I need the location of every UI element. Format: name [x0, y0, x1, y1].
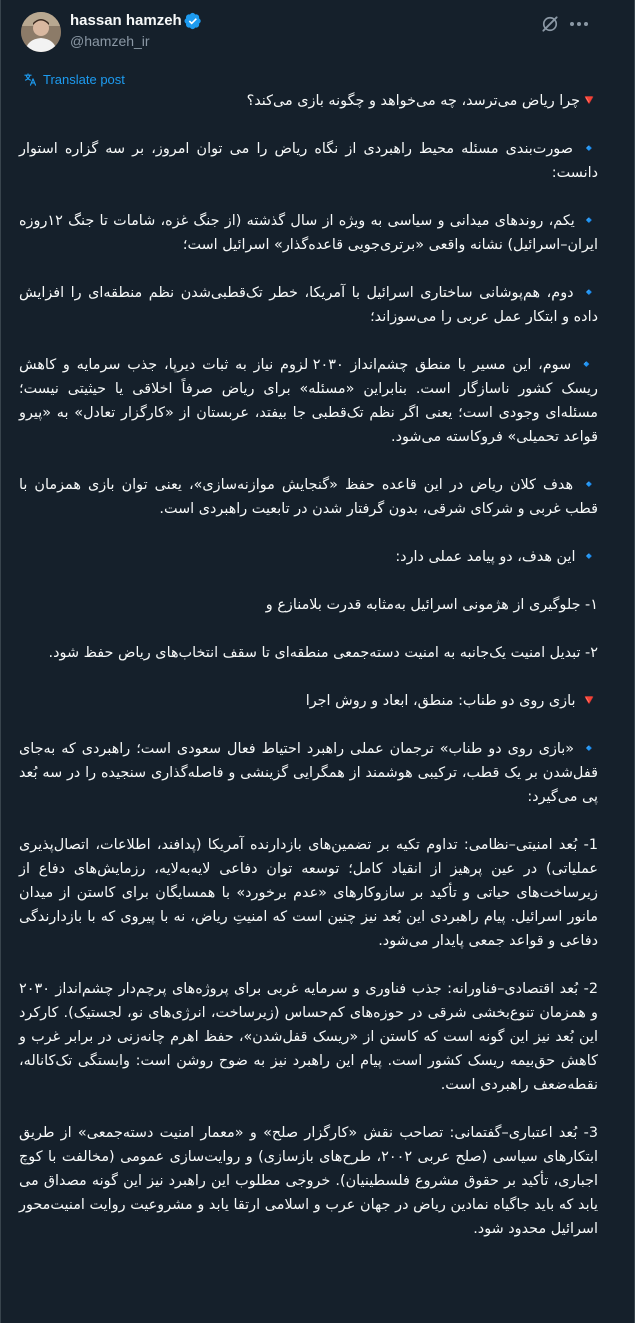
translate-post-label: Translate post	[43, 71, 125, 87]
post-header	[1, 0, 634, 60]
post-paragraph: 🔹 دوم، هم‌پوشانی ساختاری اسرائیل با آمریکا، خطر تک‌قطبی‌شدن نظم منطقه‌ای را افزایش داده و ابتکار عمل عربی را می‌سوزاند؛	[19, 285, 598, 325]
author-display-name[interactable]: hassan hamzeh	[70, 12, 182, 29]
grok-icon[interactable]	[540, 14, 560, 34]
verified-badge-icon	[184, 12, 202, 30]
post-body	[19, 89, 598, 1241]
post-paragraph: 2- بُعد اقتصادی–فناورانه: جذب فناوری و سرمایه غربی برای پروژه‌های پرچم‌دار چشم‌انداز ۲۰۳۰ و همزمان تنوع‌بخشی شرقی در حوزه‌های کم‌حساس (زیرساخت، انرژی‌های نو، لجستیک). کارکرد این بُعد نیز این گونه است که کاستن از «ریسک قفل‌شدن»، حفظ اهرم چانه‌زنی در برابر غرب و کاهش حق‌بیمه ریسک کشور است. پیام این راهبرد نیز به ضوح روشن است: وابستگی تک‌کاناله، نقطه‌ضعف راهبردی است.	[19, 981, 598, 1093]
post-paragraph: 🔻چرا ریاض می‌ترسد، چه می‌خواهد و چگونه بازی می‌کند؟	[246, 93, 598, 109]
avatar[interactable]	[21, 12, 61, 52]
author-handle[interactable]: @hamzeh_ir	[70, 33, 150, 49]
post-paragraph: 🔹 این هدف، دو پیامد عملی دارد:	[395, 549, 598, 565]
post-paragraph: 🔹 یکم، روندهای میدانی و سیاسی به ویژه از سال گذشته (از جنگ غزه، شامات تا جنگ ۱۲روزه ایران–اسرائیل) نشانه واقعی «برتری‌جویی قاعده‌گذار» اسرائیل است؛	[19, 213, 598, 253]
avatar-photo-icon	[21, 12, 61, 52]
post-paragraph: 🔹 هدف کلان ریاض در این قاعده حفظ «گنجایش موازنه‌سازی»، یعنی توان بازی همزمان با قطب غربی و شرکای شرقی، بدون گرفتار شدن در تابعیت راهبردی است.	[19, 477, 598, 517]
post-paragraph: 🔻 بازی روی دو طناب: منطق، ابعاد و روش اجرا	[305, 693, 598, 709]
translate-post-link[interactable]	[23, 70, 125, 88]
post-paragraph: 3- بُعد اعتباری–گفتمانی: تصاحب نقش «کارگزار صلح» و «معمار امنیت دسته‌جمعی» از طریق ابتکارهای سیاسی (صلح عربی ۲۰۰۲، طرح‌های بازسازی) و روایت‌سازی عمومی (مخالفت با کوچ اجباری، تأکید بر حقوق مشروع فلسطینیان). خروجی مطلوب این راهبرد نیز این گونه مصداق می یابد که باید جاگیاه نمادین ریاض در جهان عرب و اسلامی ارتقا یابد و مشروعیت روایت امنیت‌محور اسرائیل محدود شود.	[19, 1125, 598, 1237]
post-paragraph: 🔹 «بازی روی دو طناب» ترجمان عملی راهبرد احتیاط فعال سعودی است؛ راهبردی که به‌جای قفل‌شدن بر یک قطب، ترکیبی هوشمند از همگرایی گزینشی و فاصله‌گذاری سنجیده را در سه بُعد پی می‌گیرد:	[19, 741, 598, 805]
post-paragraph: 🔹 صورت‌بندی مسئله محیط راهبردی از نگاه ریاض را می توان امروز، بر سه گزاره استوار دانست:	[19, 141, 598, 181]
post-paragraph: 🔹 سوم، این مسیر با منطق چشم‌انداز ۲۰۳۰ لزوم نیاز به ثبات دیرپا، جذب سرمایه و کاهش ریسک کشور ناسازگار است. بنابراین «مسئله» برای ریاض صرفاً اخلاقی یا حیثیتی نیست؛ مسئله‌ای وجودی است؛ یعنی اگر نظم تک‌قطبی جا بیفتد، عربستان از «کارگزار تعادل» به «پیرو قواعد تحمیلی» فروکاسته می‌شود.	[19, 357, 598, 445]
post-paragraph: ۱- جلوگیری از هژمونی اسرائیل به‌مثابه قدرت بلامنازع و	[265, 597, 598, 613]
post-paragraph: ۲- تبدیل امنیت یک‌جانبه به امنیت دسته‌جمعی منطقه‌ای تا سقف انتخاب‌های ریاض حفظ شود.	[48, 645, 598, 661]
more-horizontal-icon[interactable]	[567, 12, 591, 36]
translate-icon	[23, 72, 38, 87]
post-paragraph: 1- بُعد امنیتی–نظامی: تداوم تکیه بر تضمین‌های بازدارنده آمریکا (پدافند، اطلاعات، اتصال‌پذیری عملیاتی) در عین پرهیز از انقیاد کامل؛ توسعه توان دفاعی لایه‌به‌لایه، رزمایش‌های دفاع از زیرساخت‌های حیاتی و تأکید بر سازوکارهای «عدم برخورد» با همسایگان برای کاستن از میدان مانور اسرائیل. پیام راهبردی این بُعد نیز چنین است که امنیتِ ریاض، نه با پیروی که با بازدارندگی دفاعی و قواعد جمعی پایدار می‌شود.	[19, 837, 598, 949]
